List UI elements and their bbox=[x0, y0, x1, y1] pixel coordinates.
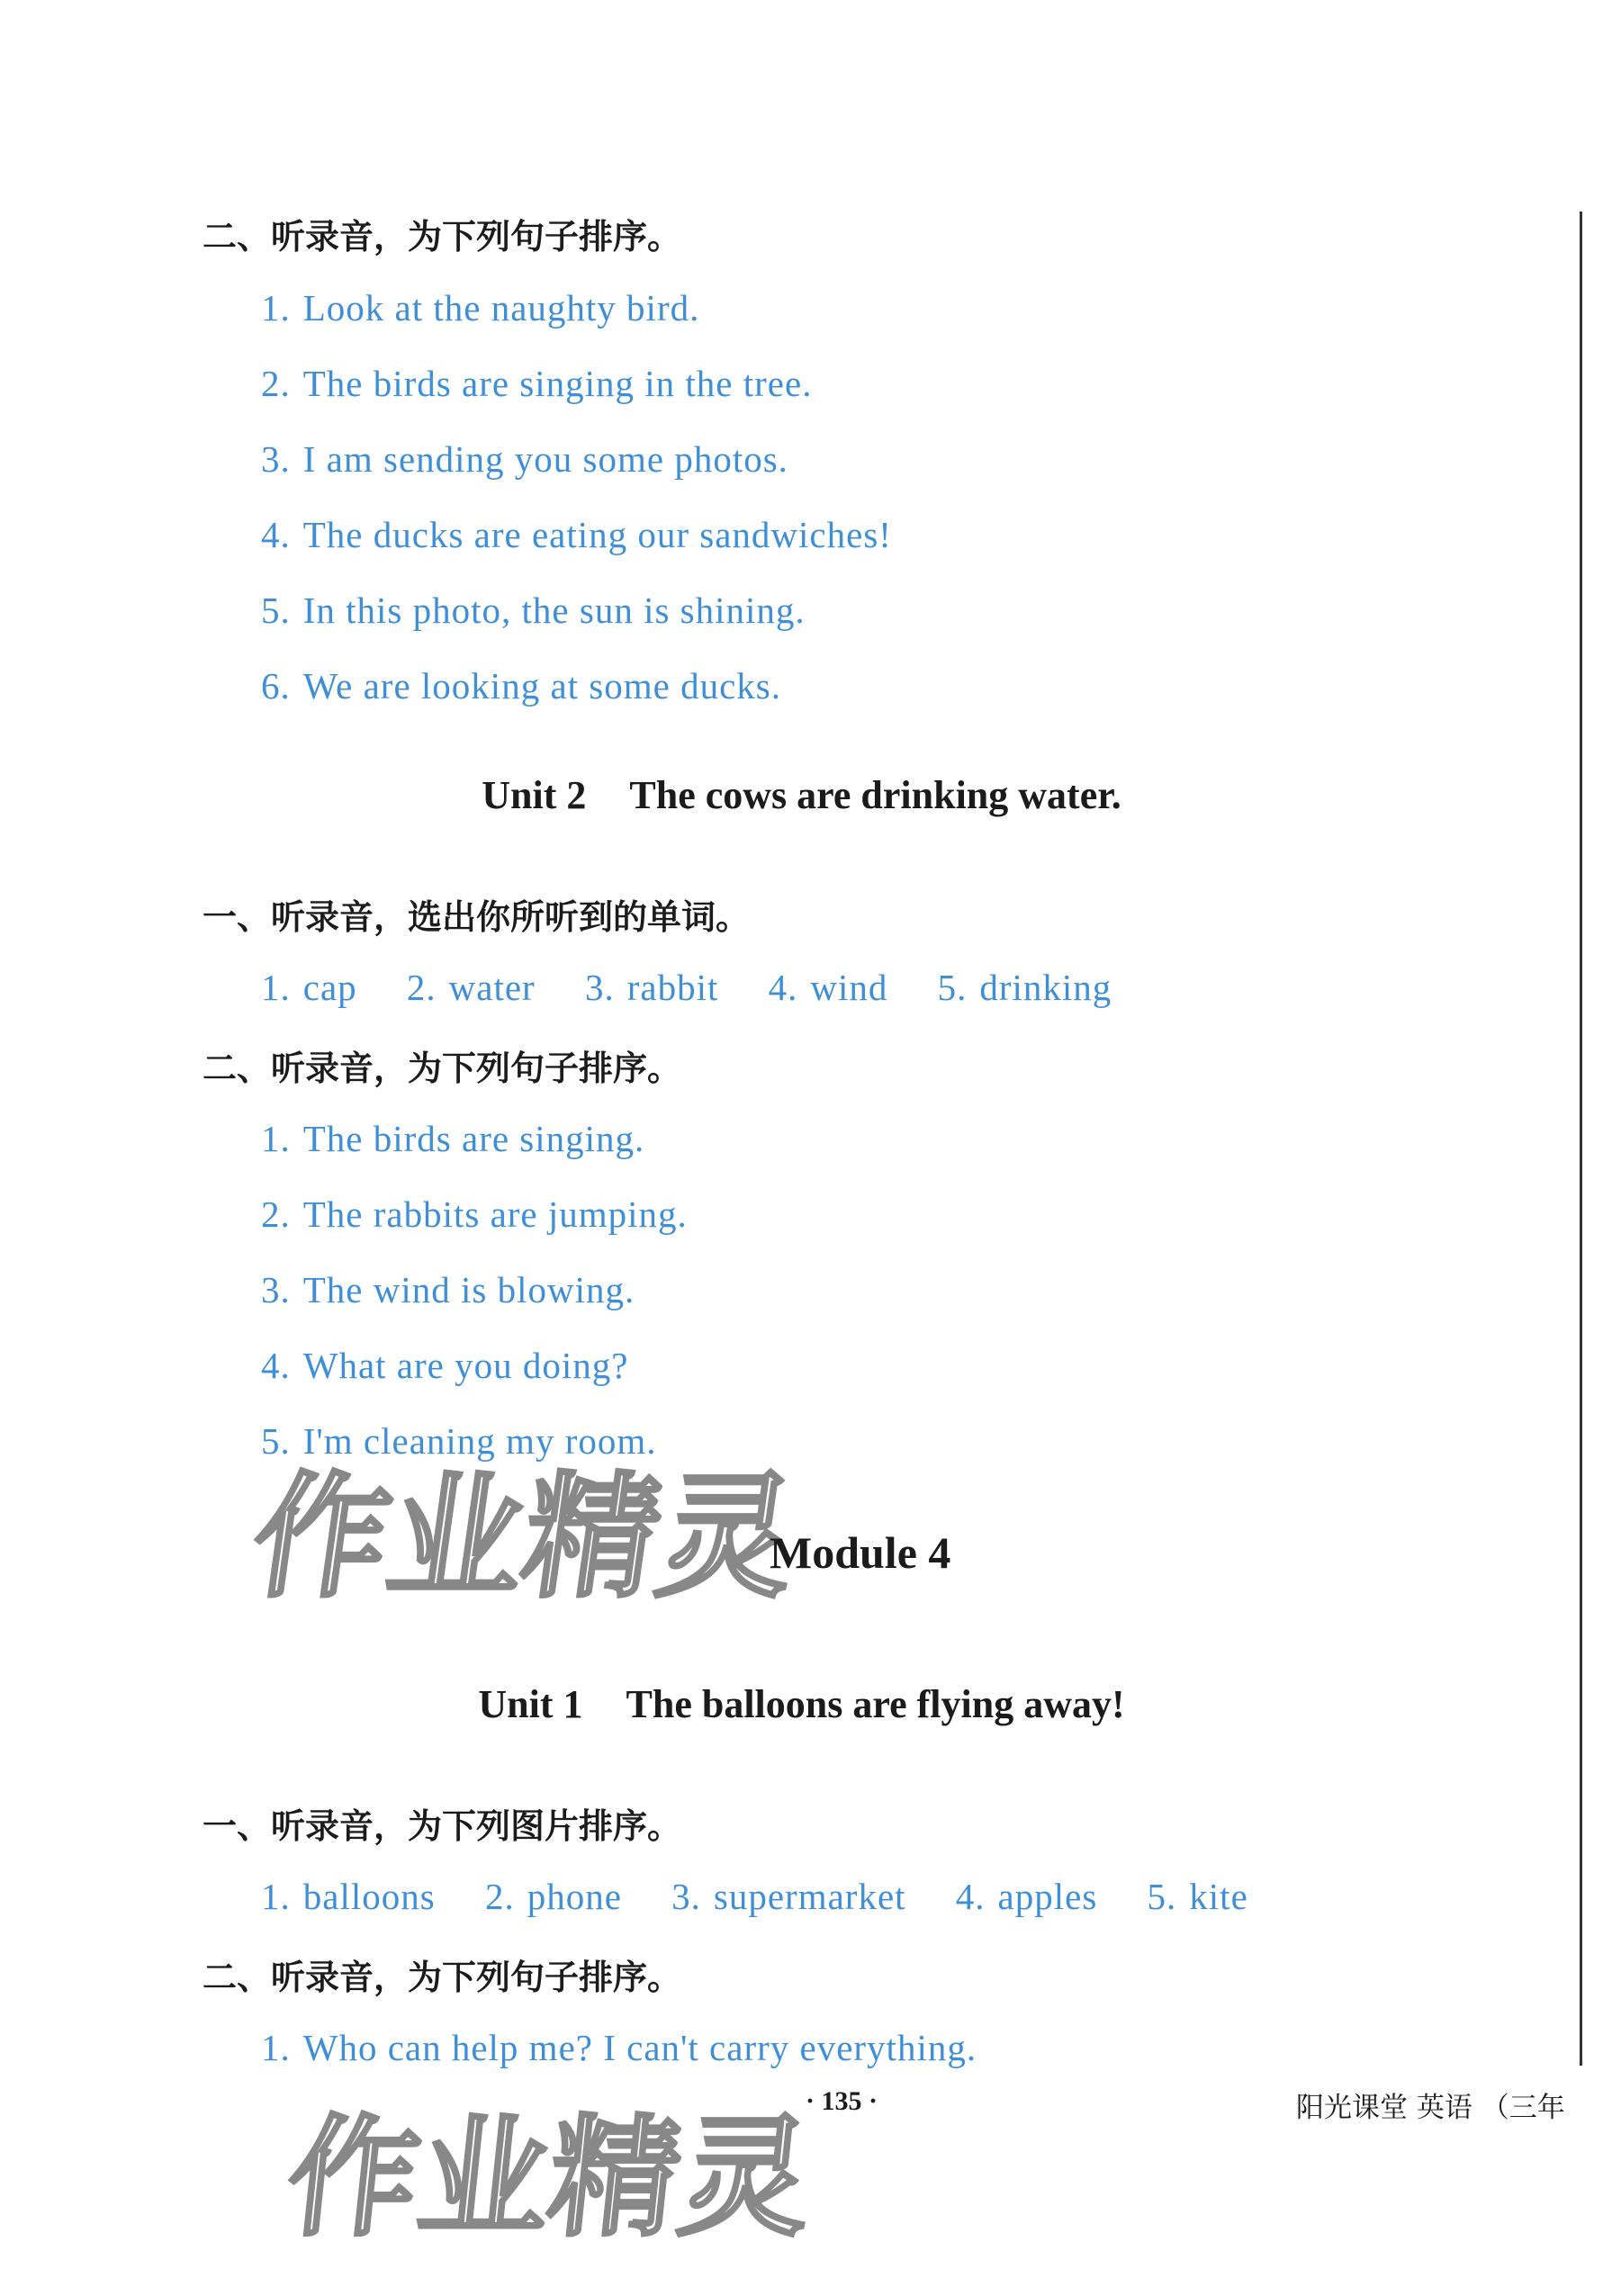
unit-label: Unit 2 bbox=[482, 773, 587, 817]
answer-number: 4. bbox=[768, 967, 798, 1008]
section-heading: 一、听录音，选出你所听到的单词。 bbox=[203, 897, 751, 937]
answer-number: 4. bbox=[955, 1876, 986, 1917]
unit-title bbox=[0, 772, 1603, 818]
answer-word: supermarket bbox=[713, 1876, 906, 1917]
book-title: 阳光课堂 英语 （三年 bbox=[1296, 2092, 1565, 2124]
word-answer-line bbox=[261, 966, 1151, 1009]
answer-number: 5. bbox=[261, 1420, 291, 1462]
answer-number: 5. bbox=[261, 590, 291, 631]
answer-line bbox=[261, 513, 892, 556]
section-heading: 二、听录音，为下列句子排序。 bbox=[203, 1049, 682, 1088]
answer-line bbox=[261, 286, 699, 329]
answer-word: drinking bbox=[979, 967, 1112, 1008]
answer-number: 2. bbox=[261, 1193, 291, 1235]
word-answer-line bbox=[261, 1875, 1288, 1918]
answer-line bbox=[261, 2026, 977, 2069]
watermark-logo bbox=[280, 2097, 819, 2263]
answer-number: 4. bbox=[261, 514, 291, 555]
answer-line bbox=[261, 589, 806, 632]
answer-number: 6. bbox=[261, 665, 291, 707]
answer-line bbox=[261, 1268, 635, 1311]
answer-line bbox=[261, 664, 781, 707]
answer-text: The birds are singing in the tree. bbox=[302, 363, 813, 404]
answer-number: 4. bbox=[261, 1345, 291, 1386]
section-heading: 二、听录音，为下列句子排序。 bbox=[203, 1958, 682, 1997]
answer-number: 1. bbox=[261, 2027, 291, 2068]
unit-label: Unit 1 bbox=[478, 1682, 583, 1726]
answer-word: rabbit bbox=[626, 967, 719, 1008]
answer-text: The birds are singing. bbox=[302, 1118, 645, 1159]
answer-word: balloons bbox=[302, 1876, 436, 1917]
answer-word: wind bbox=[810, 967, 888, 1008]
watermark-logo bbox=[243, 1458, 806, 1624]
answer-number: 2. bbox=[261, 363, 291, 404]
answer-word: apples bbox=[997, 1876, 1098, 1917]
answer-line bbox=[261, 437, 788, 481]
answer-text: The ducks are eating our sandwiches! bbox=[302, 514, 892, 555]
answer-number: 1. bbox=[261, 1876, 291, 1917]
answer-text: I am sending you some photos. bbox=[302, 438, 788, 480]
margin-line bbox=[1580, 212, 1582, 2066]
answer-number: 3. bbox=[671, 1876, 701, 1917]
answer-number: 1. bbox=[261, 967, 291, 1008]
answer-text: Look at the naughty bird. bbox=[302, 287, 700, 329]
answer-text: I'm cleaning my room. bbox=[302, 1420, 657, 1462]
answer-number: 2. bbox=[484, 1876, 515, 1917]
answer-line bbox=[261, 362, 812, 405]
unit-title bbox=[0, 1681, 1603, 1727]
answer-number: 3. bbox=[261, 1269, 291, 1310]
answer-number: 5. bbox=[1147, 1876, 1177, 1917]
unit-name: The cows are drinking water. bbox=[629, 773, 1121, 817]
answer-text: Who can help me? I can't carry everything. bbox=[302, 2027, 977, 2068]
watermark-text: 作业精灵 bbox=[243, 1458, 806, 1616]
answer-text: We are looking at some ducks. bbox=[302, 665, 781, 707]
answer-word: cap bbox=[302, 967, 357, 1008]
answer-text: What are you doing? bbox=[302, 1345, 629, 1386]
answer-number: 1. bbox=[261, 287, 291, 329]
page-number: · 135 · bbox=[806, 2086, 878, 2116]
answer-line bbox=[261, 1344, 628, 1387]
answer-number: 2. bbox=[406, 967, 437, 1008]
answer-number: 1. bbox=[261, 1118, 291, 1159]
answer-line bbox=[261, 1419, 657, 1463]
answer-line bbox=[261, 1117, 644, 1160]
unit-name: The balloons are flying away! bbox=[626, 1682, 1125, 1726]
answer-line bbox=[261, 1193, 688, 1236]
watermark-text: 作业精灵 bbox=[280, 2102, 819, 2255]
answer-word: water bbox=[448, 967, 536, 1008]
answer-word: kite bbox=[1189, 1876, 1248, 1917]
section-heading: 二、听录音，为下列句子排序。 bbox=[203, 217, 682, 257]
answer-number: 5. bbox=[937, 967, 968, 1008]
answer-text: The wind is blowing. bbox=[302, 1269, 635, 1310]
section-heading: 一、听录音，为下列图片排序。 bbox=[203, 1806, 682, 1846]
module-title: Module 4 bbox=[770, 1527, 951, 1578]
answer-word: phone bbox=[527, 1876, 622, 1917]
answer-text: In this photo, the sun is shining. bbox=[302, 590, 806, 631]
answer-text: The rabbits are jumping. bbox=[302, 1193, 688, 1235]
answer-number: 3. bbox=[261, 438, 291, 480]
answer-number: 3. bbox=[584, 967, 615, 1008]
